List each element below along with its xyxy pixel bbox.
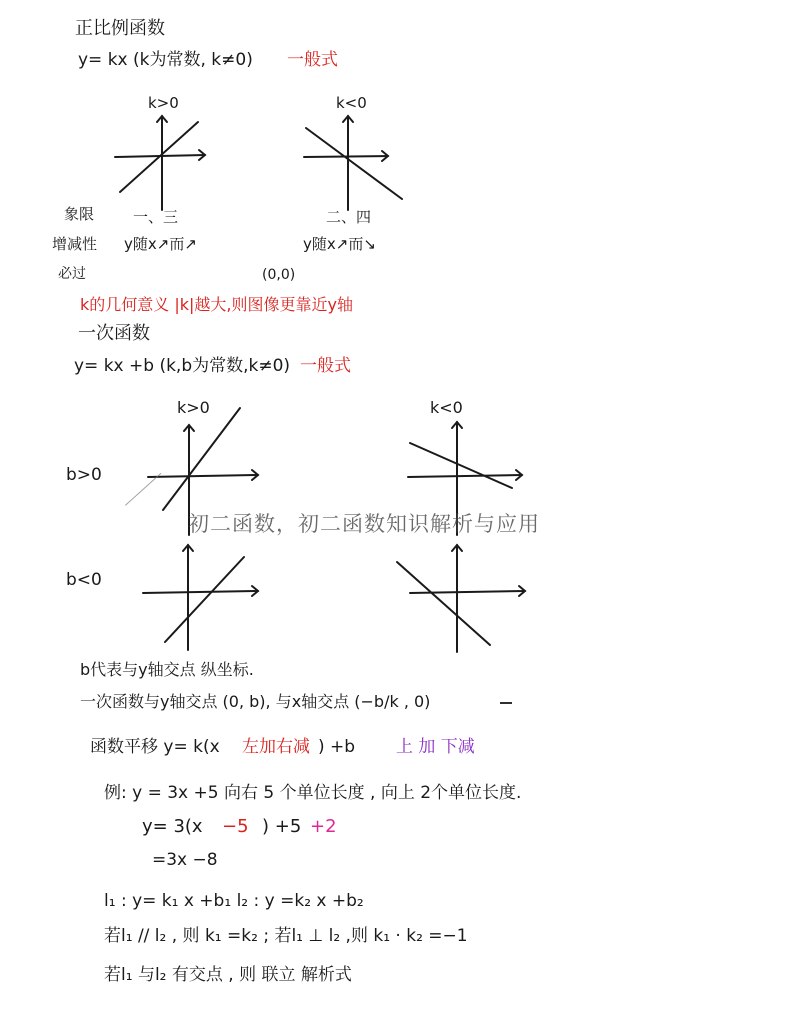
linear-function-formula-tag: 一般式 [300,356,351,376]
linear-function-title: 一次函数 [78,323,150,344]
example-step1-shift: −5 [222,816,249,837]
graph4-label: k<0 [430,398,463,417]
parallel-perpendicular-rule: 若l₁ // l₂ , 则 k₁ =k₂ ; 若l₁ ⊥ l₂ ,则 k₁ · k₂ =−1 [104,926,468,946]
right-monotonic: y随x↗而↘ [303,235,376,253]
right-quadrant: 二、四 [326,208,372,226]
shift-left-right-rule: 左加右减 [242,737,310,757]
left-monotonic: y随x↗而↗ [124,235,197,253]
direct-proportion-title: 正比例函数 [75,18,165,39]
example-step1-prefix: y= 3(x [142,816,203,837]
graph-direct-k-pos [115,116,205,210]
row-label-passes: 必过 [58,266,86,282]
row-label-quadrant: 象限 [64,205,95,223]
example-step1-up: +2 [310,816,337,837]
direct-proportion-formula-tag: 一般式 [287,50,338,70]
graph-direct-k-neg [304,116,402,210]
k-meaning-note: k的几何意义 |k|越大,则图像更靠近y轴 [80,295,353,314]
direct-proportion-formula: y= kx (k为常数, k≠0) [78,50,253,70]
shift-closing: ) +b [318,737,356,757]
note-line-2: 一次函数与y轴交点 (0, b), 与x轴交点 (−b/k , 0) [80,692,431,711]
graph-linear-kpos-bneg [143,545,258,650]
row-label-b-positive: b>0 [66,465,102,485]
graph2-label: k<0 [336,94,367,112]
example-step1-mid: ) +5 [262,816,302,837]
graph1-label: k>0 [148,94,179,112]
example-statement: 例: y = 3x +5 向右 5 个单位长度 , 向上 2个单位长度. [104,783,522,803]
passes-point: (0,0) [262,267,296,283]
graph-linear-kneg-bneg [397,545,525,652]
intersection-rule: 若l₁ 与l₂ 有交点 , 则 联立 解析式 [104,965,352,985]
row-label-b-negative: b<0 [66,570,102,590]
shift-up-down-rule: 上 加 下减 [396,737,475,757]
note-line-1: b代表与y轴交点 纵坐标. [80,660,254,679]
shift-title: 函数平移 y= k(x [90,737,220,757]
graph3-label: k>0 [177,398,210,417]
watermark-text: 初二函数，初二函数知识解析与应用 [188,512,540,536]
linear-function-formula: y= kx +b (k,b为常数,k≠0) [74,356,291,376]
lines-definition: l₁ : y= k₁ x +b₁ l₂ : y =k₂ x +b₂ [104,891,364,911]
left-quadrant: 一、三 [133,208,179,226]
example-step2: =3x −8 [152,850,218,870]
row-label-monotonic: 增减性 [52,235,98,253]
